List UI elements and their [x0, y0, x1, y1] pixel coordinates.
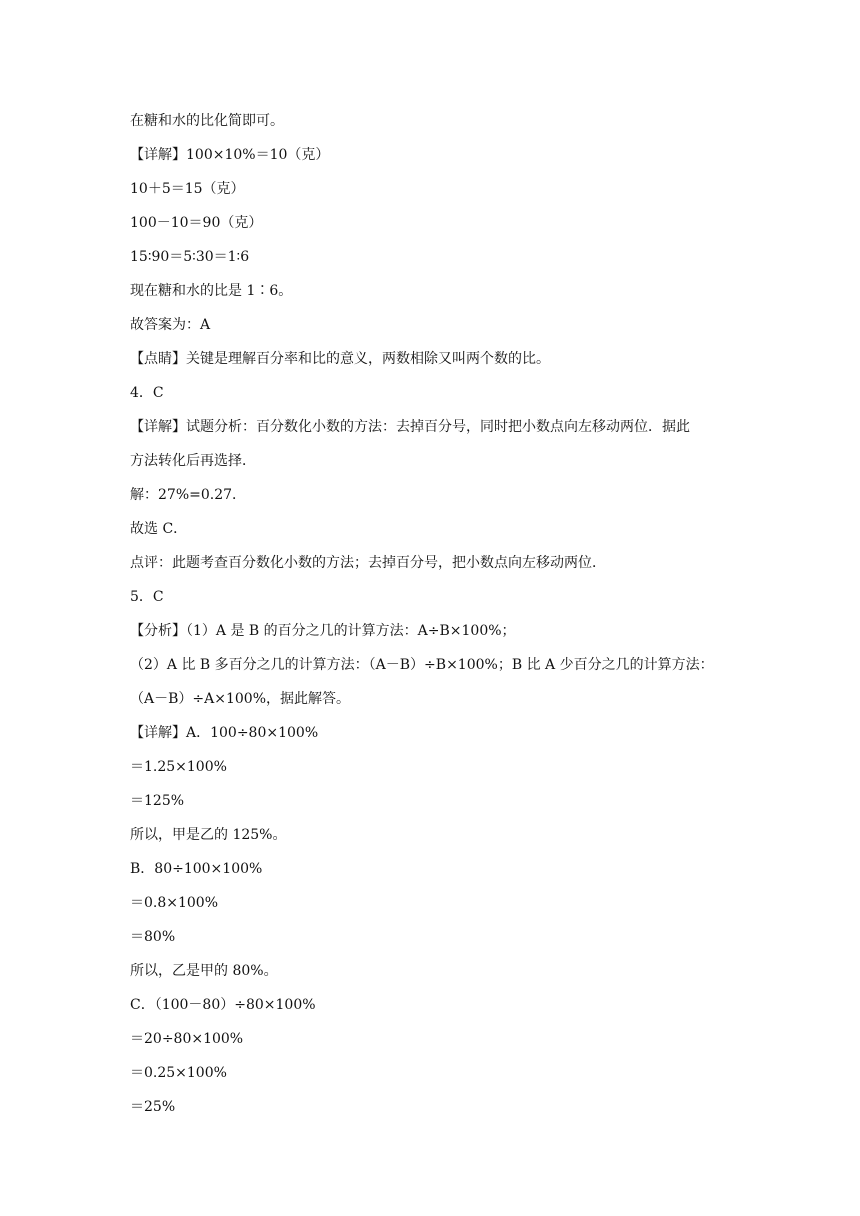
text-line: 【分析】（1）A 是 B 的百分之几的计算方法：A÷B×100%； [130, 623, 516, 639]
text-line: B．80÷100×100% [130, 861, 263, 877]
text-line: ＝80% [130, 929, 176, 945]
text-line: 故选 C． [130, 521, 188, 537]
text-line: ＝20÷80×100% [130, 1031, 244, 1047]
text-line: （2）A 比 B 多百分之几的计算方法：（A－B）÷B×100%；B 比 A 少百分之几的计算方法： [130, 657, 714, 673]
text-line: 所以，甲是乙的 125%。 [130, 827, 287, 843]
text-line: 所以，乙是甲的 80%。 [130, 963, 278, 979]
text-line: ＝25% [130, 1099, 176, 1115]
text-line: 【详解】试题分析：百分数化小数的方法：去掉百分号，同时把小数点向左移动两位．据此 [130, 419, 690, 435]
question-number: 4．C [130, 385, 164, 401]
text-line: ＝125% [130, 793, 185, 809]
text-line: 点评：此题考查百分数化小数的方法；去掉百分号，把小数点向左移动两位． [130, 555, 606, 571]
text-line: 现在糖和水的比是 1∶6。 [130, 283, 293, 299]
text-line: 【点睛】关键是理解百分率和比的意义，两数相除又叫两个数的比。 [130, 351, 550, 367]
text-line: 解：27%=0.27． [130, 487, 247, 503]
text-line: 在糖和水的比化简即可。 [130, 113, 284, 129]
text-line: 【详解】A．100÷80×100% [130, 725, 319, 741]
text-line: ＝1.25×100% [130, 759, 227, 775]
text-line: 10＋5＝15（克） [130, 181, 245, 197]
text-line: 故答案为：A [130, 317, 211, 333]
text-line: 15∶90＝5∶30＝1∶6 [130, 249, 250, 265]
text-line: 方法转化后再选择． [130, 453, 256, 469]
text-line: C．（100－80）÷80×100% [130, 997, 316, 1013]
question-number: 5．C [130, 589, 164, 605]
text-line: ＝0.25×100% [130, 1065, 227, 1081]
text-line: 100－10＝90（克） [130, 215, 263, 231]
text-line: 【详解】100×10%＝10（克） [130, 147, 330, 163]
text-line: （A－B）÷A×100%，据此解答。 [130, 691, 350, 707]
text-line: ＝0.8×100% [130, 895, 219, 911]
